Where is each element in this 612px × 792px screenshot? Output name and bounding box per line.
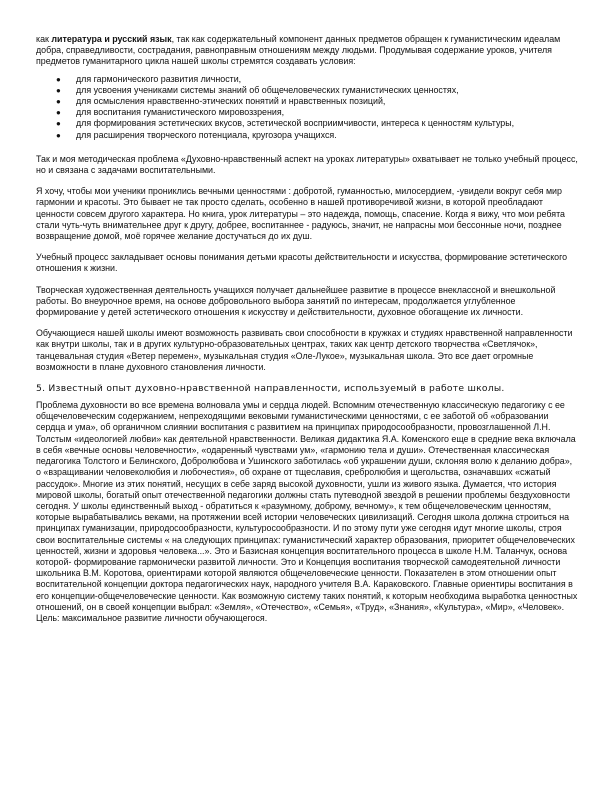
conditions-list	[36, 74, 578, 141]
methodology-paragraph: Так и моя методическая проблема «Духовно-нравственный аспект на уроках литературы» охватывает не только учебный процесс, но и связана с задачами воспитательными.	[36, 153, 578, 176]
list-item	[56, 96, 578, 107]
list-item-text: для осмысления нравственно-этических понятий и нравственных позиций,	[76, 96, 386, 107]
bullet-icon: ●	[56, 108, 61, 118]
intro-paragraph	[36, 34, 578, 68]
list-item	[56, 129, 578, 141]
intro-prefix: как	[36, 34, 52, 44]
spirituality-paragraph: Проблема духовности во все времена волновала умы и сердца людей. Вспомним отечественную классическую педагогику с ее общечеловеческим содержанием, непреходящими вековыми гуманистическими ценностями, с ее заботой об «образовании сердца и ума», об органичном слиянии воспитания с развитием на принципах природосообразности, провозглашенной Л.Н. Толстым «идеологией любви» как деятельной нравственности. Великая дидактика Я.А. Коменского еще в средние века включала в себя «вечные основы человечности», «одаренный чувствами ум», «гармонию тела и души». Отечественная классическая педагогика Толстого и Белинского, Добролюбова и Ушинского заботилась «об украшении души, склоняя волю к деланию добра», о «взращивании человеколюбия и любочестия», об охране от тщеславия, сребролюбия и щегольства, означавших «сжатый рассудок». Многие из этих понятий, несущих в себе заряд высокой духовности, ушли из живого языка. Думается, что история мировой школы, богатый опыт отечественной педагогики должны стать путеводной звездой в решении проблемы бездуховности сегодня. У школы единственный выход - обратиться к «разумному, доброму, вечному», к тем общечеловеческим ценностям, которые вырабатывались веками, на протяжении всей истории человеческих цивилизаций. Сегодня школа должна строиться на принципах гуманизации, природосообразности, культуросообразности. И по этому пути уже сегодня идут многие школы, строя свои воспитательные системы « на следующих принципах: гуманистический характер образования, приоритет общечеловеческих ценностей, жизни и здоровья человека...». Это и Базисная концепция воспитательного процесса в школе Н.М. Таланчук, основа которой- формирование гармонически развитой личности. Это и Концепция воспитания творческой самодеятельной личности школьника В.М. Коротова, ориентирами которой являются общечеловеческие ценности. Показателен в этом отношении опыт воспитательной концепции доктора педагогических наук, народного учителя В.А. Караковского. Главные ориентиры воспитания в его концепции-общечеловеческие ценности. Как возможную систему таких понятий, к которым необходима выработка ценностных отношений, он в своей концепции выбрал: «Земля», «Отечество», «Семья», «Труд», «Знания», «Культура», «Мир», «Человек». Цель: максимальное развитие личности обучающегося.	[36, 400, 578, 623]
intro-text: , так как содержательный компонент данных предметов обращен к гуманистическим идеалам добра, справедливости, сострадания, равноправным отношениям между людьми. Продумывая содержание уроков, учителя предметов гуманитарного цикла нашей школы стремятся создавать условия:	[36, 34, 561, 67]
list-item-text: для усвоения учениками системы знаний об общечеловеческих гуманистических ценностях,	[76, 84, 459, 95]
list-item-text: для формирования эстетических вкусов, эстетической восприимчивости, интереса к ценностям культуры,	[76, 118, 515, 129]
list-item	[56, 84, 578, 96]
list-item	[56, 73, 578, 85]
bullet-icon: ●	[56, 97, 61, 107]
list-item-text: для воспитания гуманистического мировоззрения,	[76, 107, 285, 118]
bullet-icon: ●	[56, 119, 61, 129]
learning-process-paragraph: Учебный процесс закладывает основы понимания детьми красоты действительности и искусства, формирование эстетического отношения к жизни.	[36, 252, 568, 274]
bullet-icon: ●	[56, 74, 61, 84]
document-page	[36, 34, 578, 624]
list-item-text: для расширения творческого потенциала, кругозора учащихся.	[76, 129, 337, 140]
creative-activity-paragraph: Творческая художественная деятельность учащихся получает дальнейшее развитие в процессе внеклассной и внешкольной работы. Во внеурочное время, на основе добровольного выбора занятий по интересам, продолжается углубленное формирование у детей эстетического отношения к искусству и действительности, духовное обогащение их личности.	[36, 284, 556, 318]
intro-bold-subject: литература и русский язык	[51, 34, 172, 44]
list-item-text: для гармонического развития личности,	[76, 73, 242, 84]
studios-paragraph: Обучающиеся нашей школы имеют возможность развивать свои способности в кружках и студиях нравственной направленности как внутри школы, так и в других культурно-образовательных центрах, таких как центр детского творчества «Светлячок», танцевальная студия «Ветер перемен», музыкальная студия «Оле-Лукое», музыкальная школа. Это все дает огромные возможности в плане духовного становления личности.	[36, 328, 573, 372]
list-item	[56, 107, 578, 118]
bullet-icon: ●	[56, 85, 61, 95]
list-item	[56, 118, 578, 129]
values-paragraph: Я хочу, чтобы мои ученики прониклись вечными ценностями : добротой, гуманностью, милосердием, -увидели вокруг себя мир гармонии и красоты. Это бывает не так просто сделать, особенно в нашей противоречивой жизни, в которой преобладают ценности совсем другого характера. Но книга, урок литературы – это надежда, помощь, спасение. Когда я вижу, что мои ребята стали чуть-чуть внимательнее друг к другу, добрее, воспитаннее - радуюсь, значит, не напрасны мои бессонные ночи, позднее возвращение домой, моё горячее желание достучаться до их душ.	[36, 186, 565, 242]
section-heading: 5. Известный опыт духовно-нравственной направленности, используемый в работе школы.	[36, 383, 505, 395]
bullet-icon: ●	[56, 130, 61, 140]
